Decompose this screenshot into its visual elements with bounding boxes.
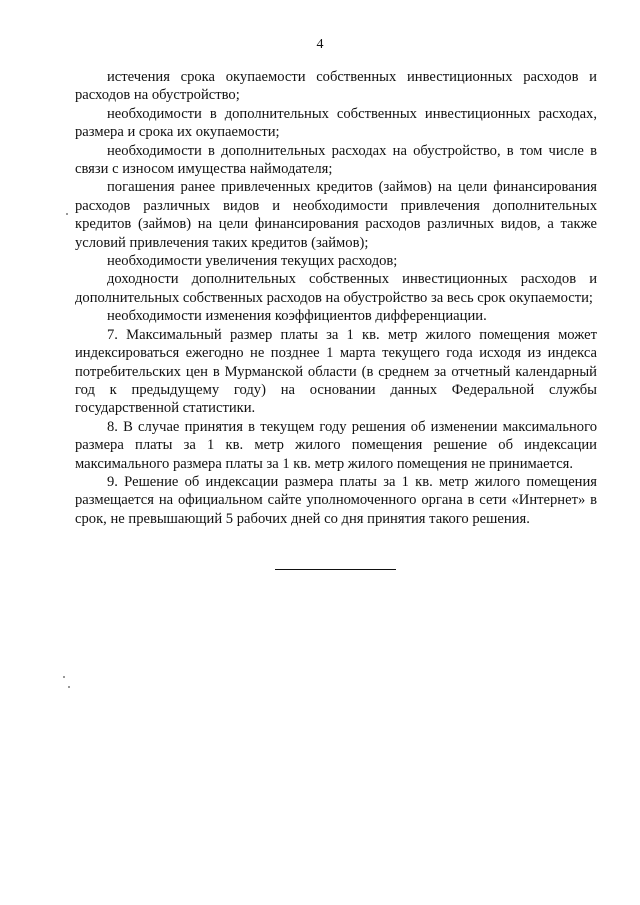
scan-speck [66,213,68,215]
paragraph-item-7: 7. Максимальный размер платы за 1 кв. метр жилого помещения может индексироваться ежегодно не позднее 1 марта текущего года исходя из индекса потребительских цен в Мурманской области (в среднем за отчетный календарный год к предыдущему году) на основании данных Федеральной службы государственной статистики. [75,326,597,417]
paragraph-loan-repayment: погашения ранее привлеченных кредитов (займов) на цели финансирования расходов различных видов и необходимости привлечения дополнительных кредитов (займов) на цели финансирования расходов различных видов, а также условий привлечения таких кредитов (займов); [75,179,597,251]
scan-speck [63,676,65,678]
paragraph-additional-arrangement: необходимости в дополнительных расходах на обустройство, в том числе в связи с износом имущества наймодателя; [75,142,597,178]
paragraph-coefficients: необходимости изменения коэффициентов дифференциации. [107,308,487,325]
closing-divider [275,569,396,570]
paragraph-additional-investment: необходимости в дополнительных собственных инвестиционных расходах, размера и срока их окупаемости; [75,105,597,141]
paragraph-expiry-of-payback: истечения срока окупаемости собственных инвестиционных расходов и расходов на обустройство; [75,69,597,104]
page-number: 4 [316,37,324,52]
document-body [75,68,597,528]
paragraph-current-expenses: необходимости увеличения текущих расходов; [107,253,398,270]
paragraph-item-8: 8. В случае принятия в текущем году решения об изменении максимального размера платы за 1 кв. метр жилого помещения решение об индексации максимального размера платы за 1 кв. метр жилого помещения не принимается. [75,418,597,472]
scan-speck [68,686,70,688]
paragraph-profitability: доходности дополнительных собственных инвестиционных расходов и дополнительных собственных расходов на обустройство за весь срок окупаемости; [75,271,597,306]
paragraph-item-9: 9. Решение об индексации размера платы за 1 кв. метр жилого помещения размещается на официальном сайте уполномоченного органа в сети «Интернет» в срок, не превышающий 5 рабочих дней со дня принятия такого решения. [75,473,597,527]
